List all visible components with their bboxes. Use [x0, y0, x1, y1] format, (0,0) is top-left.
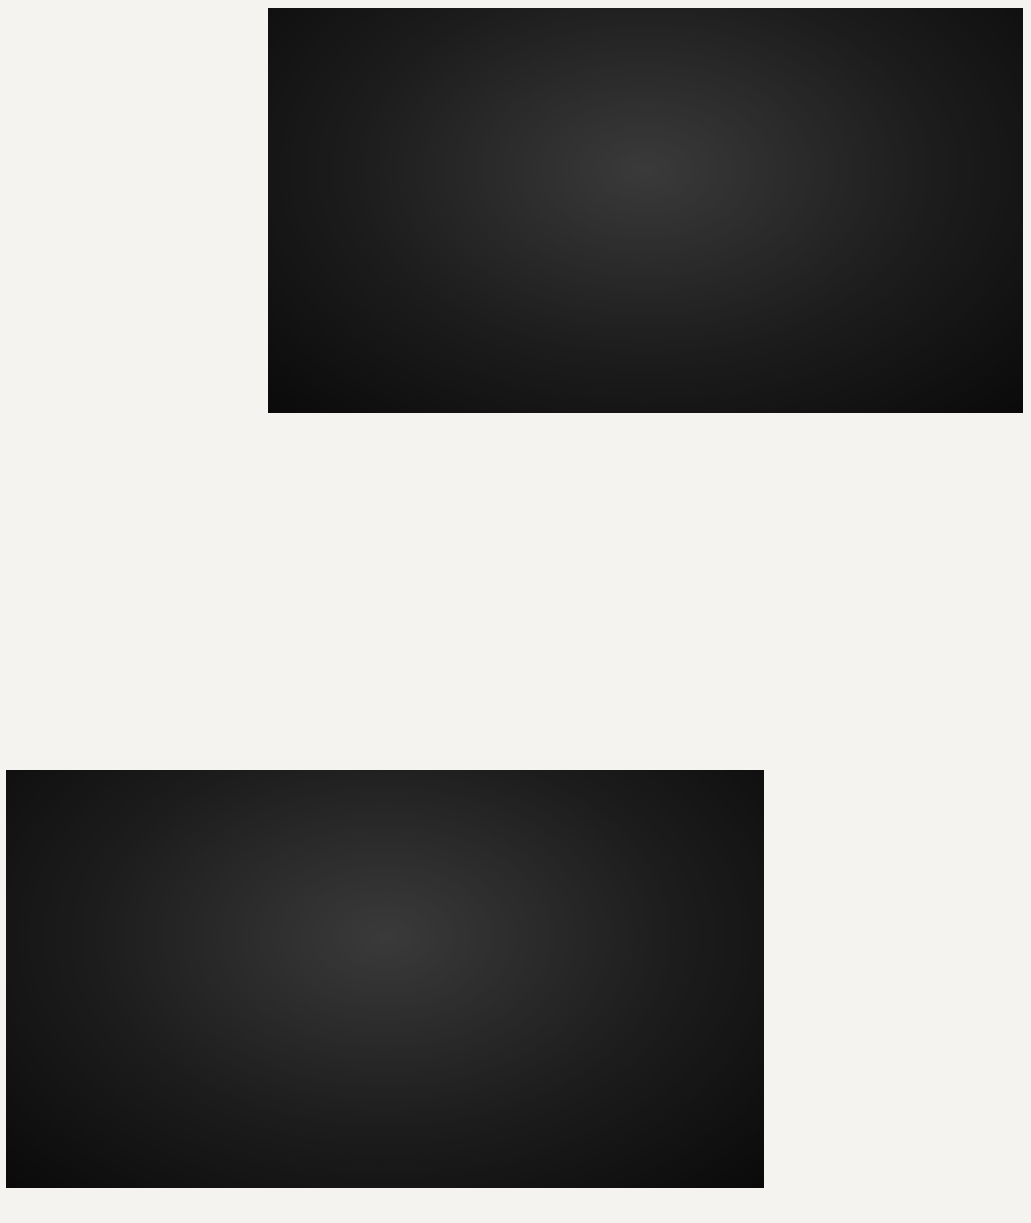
- article-column-2: [268, 460, 505, 756]
- article-column-3: [528, 460, 765, 756]
- team-photo-sintax-figures: [268, 8, 1023, 413]
- article-column-4: [788, 460, 1025, 1210]
- team-photo-sintax: [268, 8, 1023, 413]
- team-photo-experimenta-figures: [6, 770, 764, 1188]
- article-column-1: [6, 4, 243, 756]
- team-photo-experimenta: [6, 770, 764, 1188]
